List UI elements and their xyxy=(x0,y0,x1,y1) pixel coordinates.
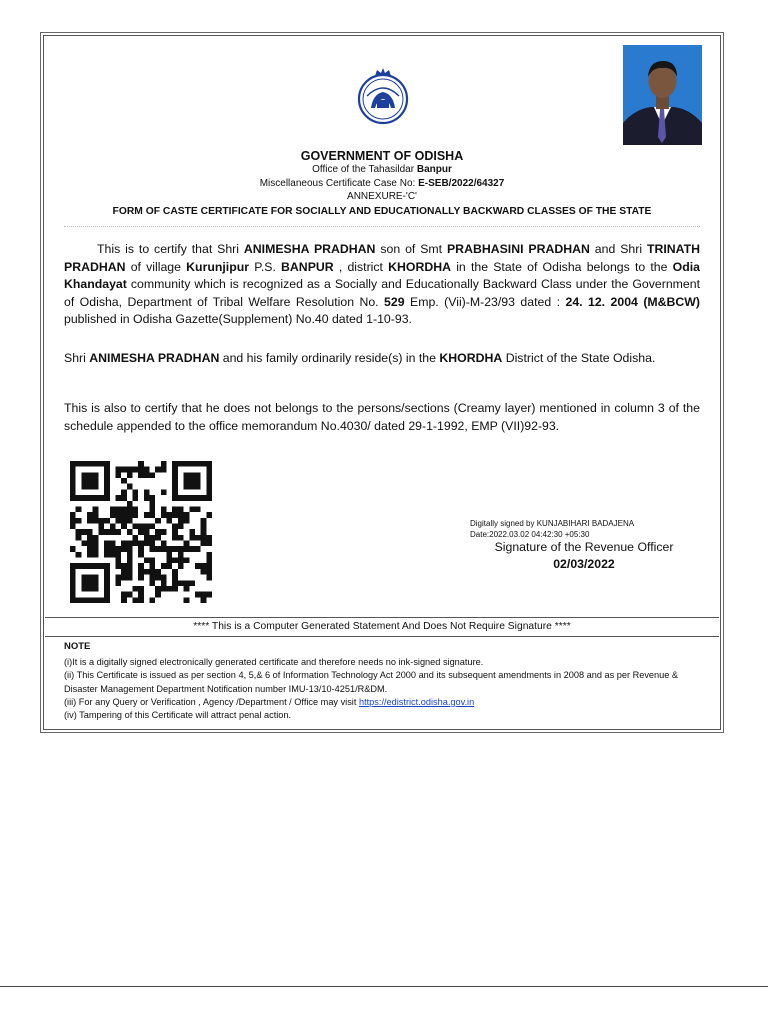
signature-date: 02/03/2022 xyxy=(553,557,615,571)
creamy-layer-paragraph: This is also to certify that he does not belongs to the persons/sections (Creamy layer) mentioned in column 3 of the schedule appended to the office memorandum No.4030/ dated 29-1-1992, EMP (VII)92-93. xyxy=(64,401,700,433)
district-name: KHORDHA xyxy=(388,259,452,274)
case-line xyxy=(44,178,720,189)
divider xyxy=(64,226,700,227)
applicant-photo xyxy=(623,45,702,145)
resolution-number: 529 xyxy=(384,294,405,309)
note-item-ii: (ii) This Certificate is issued as per section 4, 5,& 6 of Information Technology Act 2000 and its subsequent amendments in 2008 and as per Revenue & Disaster Management Department Notification number IMU-13/10-4251/R&DM. xyxy=(64,670,679,694)
note-item-iv: (iv) Tampering of this Certificate will attract penal action. xyxy=(64,710,292,721)
officer-signature-label: Signature of the Revenue Officer xyxy=(494,540,674,554)
edistrict-link[interactable]: https://edistrict.odisha.gov.in xyxy=(358,696,475,707)
office-line xyxy=(44,164,720,175)
village-name: Kurunjipur xyxy=(186,259,250,274)
qr-code-icon xyxy=(70,461,212,603)
certification-paragraph: This is to certify that Shri ANIMESHA PRADHAN son of Smt PRABHASINI PRADHAN and Shri TRINATH PRADHAN of village Kurunjipur P.S. BANPUR , district KHORDHA in the State of Odisha belongs to the Odia Khandayat community which is recognized as a Socially and Educationally Backward Class under the Government of Odisha, Department of Tribal Welfare Resolution No. 529 Emp. (Vii)-M-23/93 dated : 24. 12. 2004 (M&BCW) published in Odisha Gazette(Supplement) No.40 dated 1-10-93. xyxy=(64,242,701,327)
residence-paragraph: Shri ANIMESHA PRADHAN and his family ordinarily reside(s) in the KHORDHA District of the State Odisha. xyxy=(64,351,656,365)
note-item-iii: (iii) For any Query or Verification , Agency /Department / Office may visit https://edistrict.odisha.gov.in xyxy=(64,696,475,707)
note-title: NOTE xyxy=(64,641,91,652)
case-prefix: Miscellaneous Certificate Case No: xyxy=(259,178,416,189)
digital-signed-by: Digitally signed by KUNJABIHARI BADAJENA xyxy=(470,519,635,528)
digital-signed-date: Date:2022.03.02 04:42:30 +05:30 xyxy=(470,530,590,539)
office-prefix: Office of the Tahasildar xyxy=(312,164,415,175)
digital-signature xyxy=(470,518,634,540)
father-name: TRINATH PRADHAN xyxy=(64,242,701,274)
computer-generated-band xyxy=(45,617,719,637)
applicant-name: ANIMESHA PRADHAN xyxy=(243,242,376,256)
office-place: Banpur xyxy=(416,164,452,175)
resolution-date: 24. 12. 2004 (M&BCW) xyxy=(565,294,701,309)
case-number: E-SEB/2022/64327 xyxy=(418,178,505,189)
page-footer-line xyxy=(0,986,768,987)
police-station: BANPUR xyxy=(281,259,334,274)
annexure-label: ANNEXURE-'C' xyxy=(347,191,417,202)
note-section xyxy=(64,640,704,722)
odisha-emblem-icon xyxy=(353,66,413,126)
form-title: FORM OF CASTE CERTIFICATE FOR SOCIALLY AND EDUCATIONALLY BACKWARD CLASSES OF THE STATE xyxy=(112,206,652,217)
mother-name: PRABHASINI PRADHAN xyxy=(446,242,590,256)
certificate xyxy=(43,35,721,730)
community-name: Odia Khandayat xyxy=(64,259,701,292)
note-item-i: (i)It is a digitally signed electronically generated certificate and therefore needs no ink-signed signature. xyxy=(64,657,484,668)
government-title: GOVERNMENT OF ODISHA xyxy=(300,149,464,163)
computer-generated-text: **** This is a Computer Generated Statement And Does Not Require Signature **** xyxy=(193,621,571,632)
signature-block xyxy=(434,539,734,573)
